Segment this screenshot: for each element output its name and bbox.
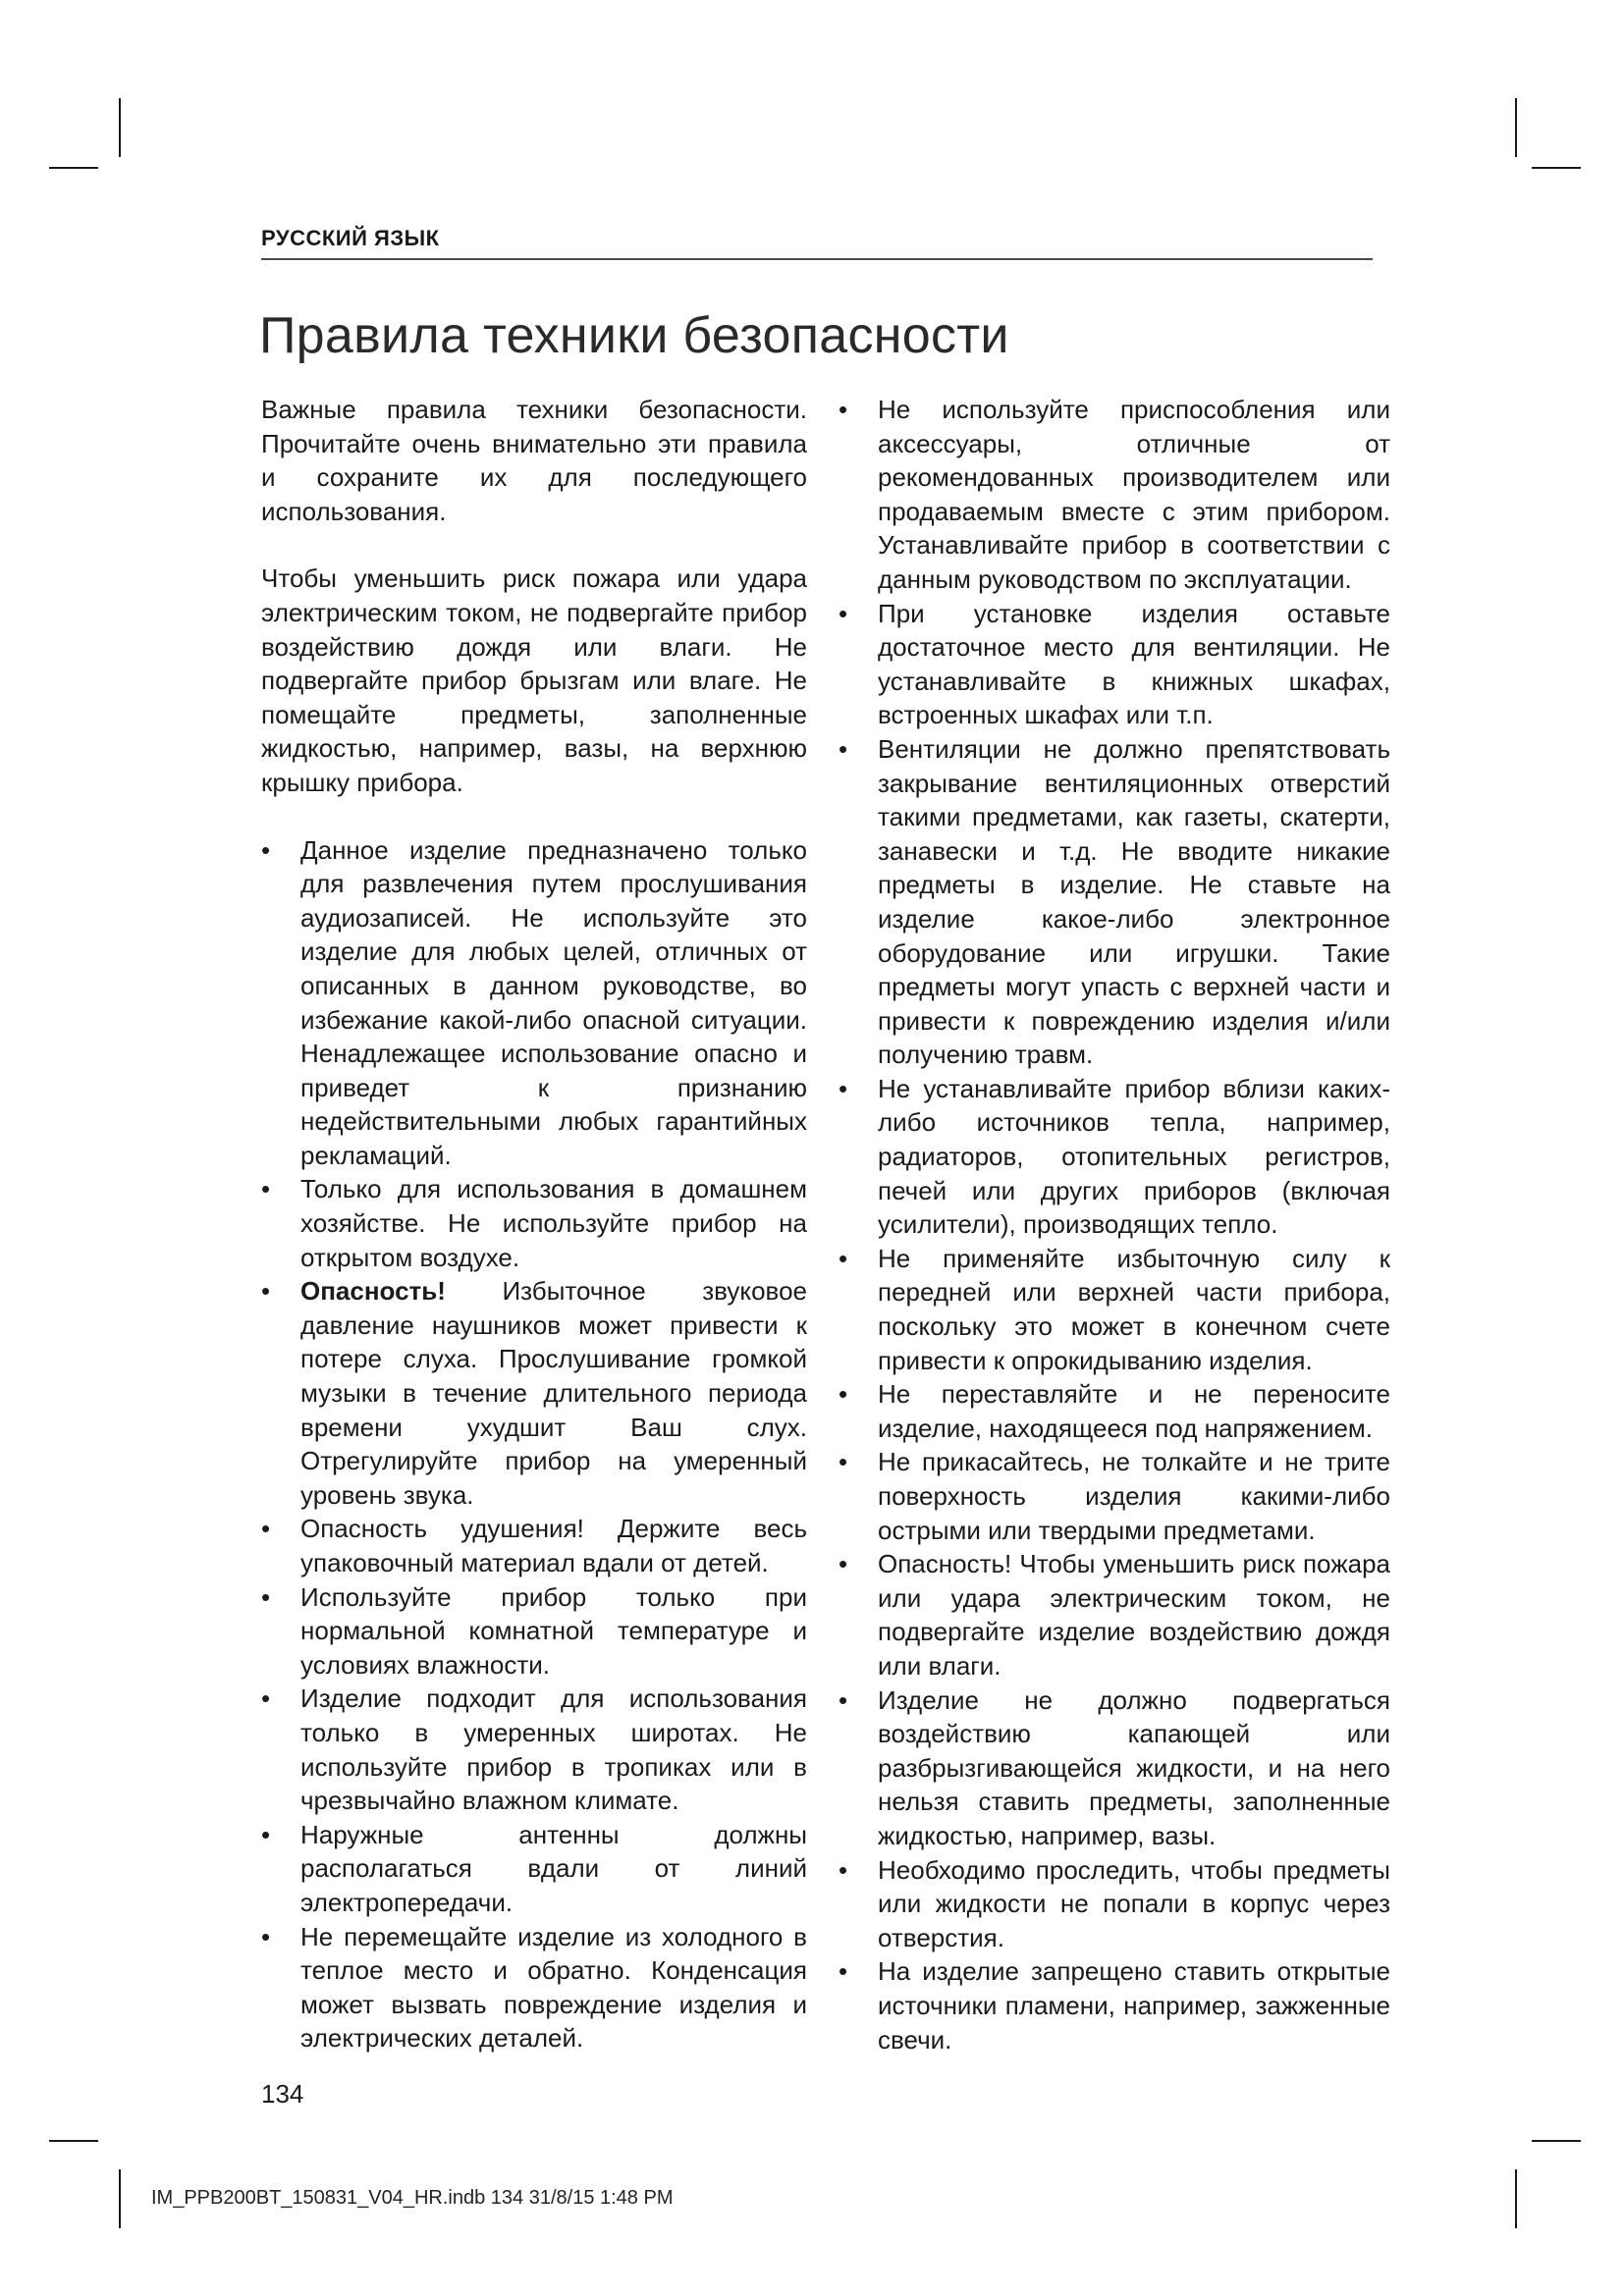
crop-mark bbox=[119, 2169, 121, 2228]
header-rule bbox=[261, 258, 1373, 260]
page-number: 134 bbox=[261, 2079, 304, 2109]
list-item: • Используйте прибор только при нормальной комнатной температуре и условиях влажности. bbox=[261, 1580, 807, 1682]
list-item: • Не используйте приспособления или аксессуары, отличные от рекомендованных производителем или продаваемым вместе с этим прибором. Устанавливайте прибор в соответствии с данным руководством по эксплуатации. bbox=[839, 393, 1390, 597]
list-item: • Не устанавливайте прибор вблизи каких-либо источников тепла, например, радиаторов, отопительных регистров, печей или других приборов (включая усилители), производящих тепло. bbox=[839, 1072, 1390, 1242]
crop-mark bbox=[1532, 2140, 1581, 2142]
list-item: • При установке изделия оставьте достаточное место для вентиляции. Не устанавливайте в книжных шкафах, встроенных шкафах или т.п. bbox=[839, 597, 1390, 732]
page-title: Правила техники безопасности bbox=[259, 307, 1009, 364]
crop-mark bbox=[49, 2140, 98, 2142]
print-slug: IM_PPB200BT_150831_V04_HR.indb 134 31/8/15 1:48 PM bbox=[151, 2187, 674, 2209]
list-item: • Необходимо проследить, чтобы предметы или жидкости не попали в корпус через отверстия. bbox=[839, 1853, 1390, 1955]
right-column bbox=[839, 393, 1390, 2056]
crop-mark bbox=[119, 98, 121, 157]
safety-list-right bbox=[839, 393, 1390, 2056]
list-item: • Опасность! Избыточное звуковое давление наушников может привести к потере слуха. Прослушивание громкой музыки в течение длительного периода времени ухудшит Ваш слух. Отрегулируйте прибор на умеренный уровень звука. bbox=[261, 1274, 807, 1512]
list-item: • Только для использования в домашнем хозяйстве. Не используйте прибор на открытом воздухе. bbox=[261, 1172, 807, 1274]
language-label: РУССКИЙ ЯЗЫК bbox=[261, 226, 440, 250]
list-item: • Наружные антенны должны располагаться вдали от линий электропередачи. bbox=[261, 1818, 807, 1920]
intro-paragraph: Важные правила техники безопасности. Прочитайте очень внимательно эти правила и сохраните их для последующего использования. bbox=[261, 395, 807, 526]
list-item: • Не перемещайте изделие из холодного в теплое место и обратно. Конденсация может вызвать повреждение изделия и электрических деталей. bbox=[261, 1920, 807, 2056]
danger-label: Опасность! bbox=[300, 1276, 446, 1307]
crop-mark bbox=[1532, 167, 1581, 169]
crop-mark bbox=[1515, 98, 1517, 157]
list-item: • Изделие подходит для использования только в умеренных широтах. Не используйте прибор в тропиках или в чрезвычайно влажном климате. bbox=[261, 1682, 807, 1817]
list-item: • Опасность! Чтобы уменьшить риск пожара или удара электрическим током, не подвергайте изделие воздействию дождя или влаги. bbox=[839, 1547, 1390, 1682]
list-item: • Не применяйте избыточную силу к передней или верхней части прибора, поскольку это может в конечном счете привести к опрокидыванию изделия. bbox=[839, 1242, 1390, 1377]
list-item: • Не переставляйте и не переносите изделие, находящееся под напряжением. bbox=[839, 1377, 1390, 1445]
list-item: • Опасность удушения! Держите весь упаковочный материал вдали от детей. bbox=[261, 1512, 807, 1579]
safety-list-left bbox=[261, 833, 807, 2056]
crop-mark bbox=[49, 167, 98, 169]
list-item: • Вентиляции не должно препятствовать закрывание вентиляционных отверстий такими предметами, как газеты, скатерти, занавески и т.д. Не вводите никакие предметы в изделие. Не ставьте на изделие какое-либо электронное оборудование или игрушки. Такие предметы могут упасть с верхней части и привести к повреждению изделия и/или получению травм. bbox=[839, 732, 1390, 1072]
list-item: • Не прикасайтесь, не толкайте и не трите поверхность изделия какими-либо острыми или твердыми предметами. bbox=[839, 1445, 1390, 1547]
list-item: • Данное изделие предназначено только для развлечения путем прослушивания аудиозаписей. Не используйте это изделие для любых целей, отличных от описанных в данном руководстве, во избежание какой-либо опасной ситуации. Ненадлежащее использование опасно и приведет к признанию недействительными любых гарантийных рекламаций. bbox=[261, 833, 807, 1173]
left-column bbox=[261, 393, 807, 2056]
crop-mark bbox=[1515, 2169, 1517, 2228]
list-item: • На изделие запрещено ставить открытые источники пламени, например, зажженные свечи. bbox=[839, 1954, 1390, 2056]
warning-paragraph: Чтобы уменьшить риск пожара или удара электрическим током, не подвергайте прибор воздействию дождя или влаги. Не подвергайте прибор брызгам или влаге. Не помещайте предметы, заполненные жидкостью, например, вазы, на верхнюю крышку прибора. bbox=[261, 563, 807, 797]
list-item: • Изделие не должно подвергаться воздействию капающей или разбрызгивающейся жидкости, и на него нельзя ставить предметы, заполненные жидкостью, например, вазы. bbox=[839, 1683, 1390, 1853]
